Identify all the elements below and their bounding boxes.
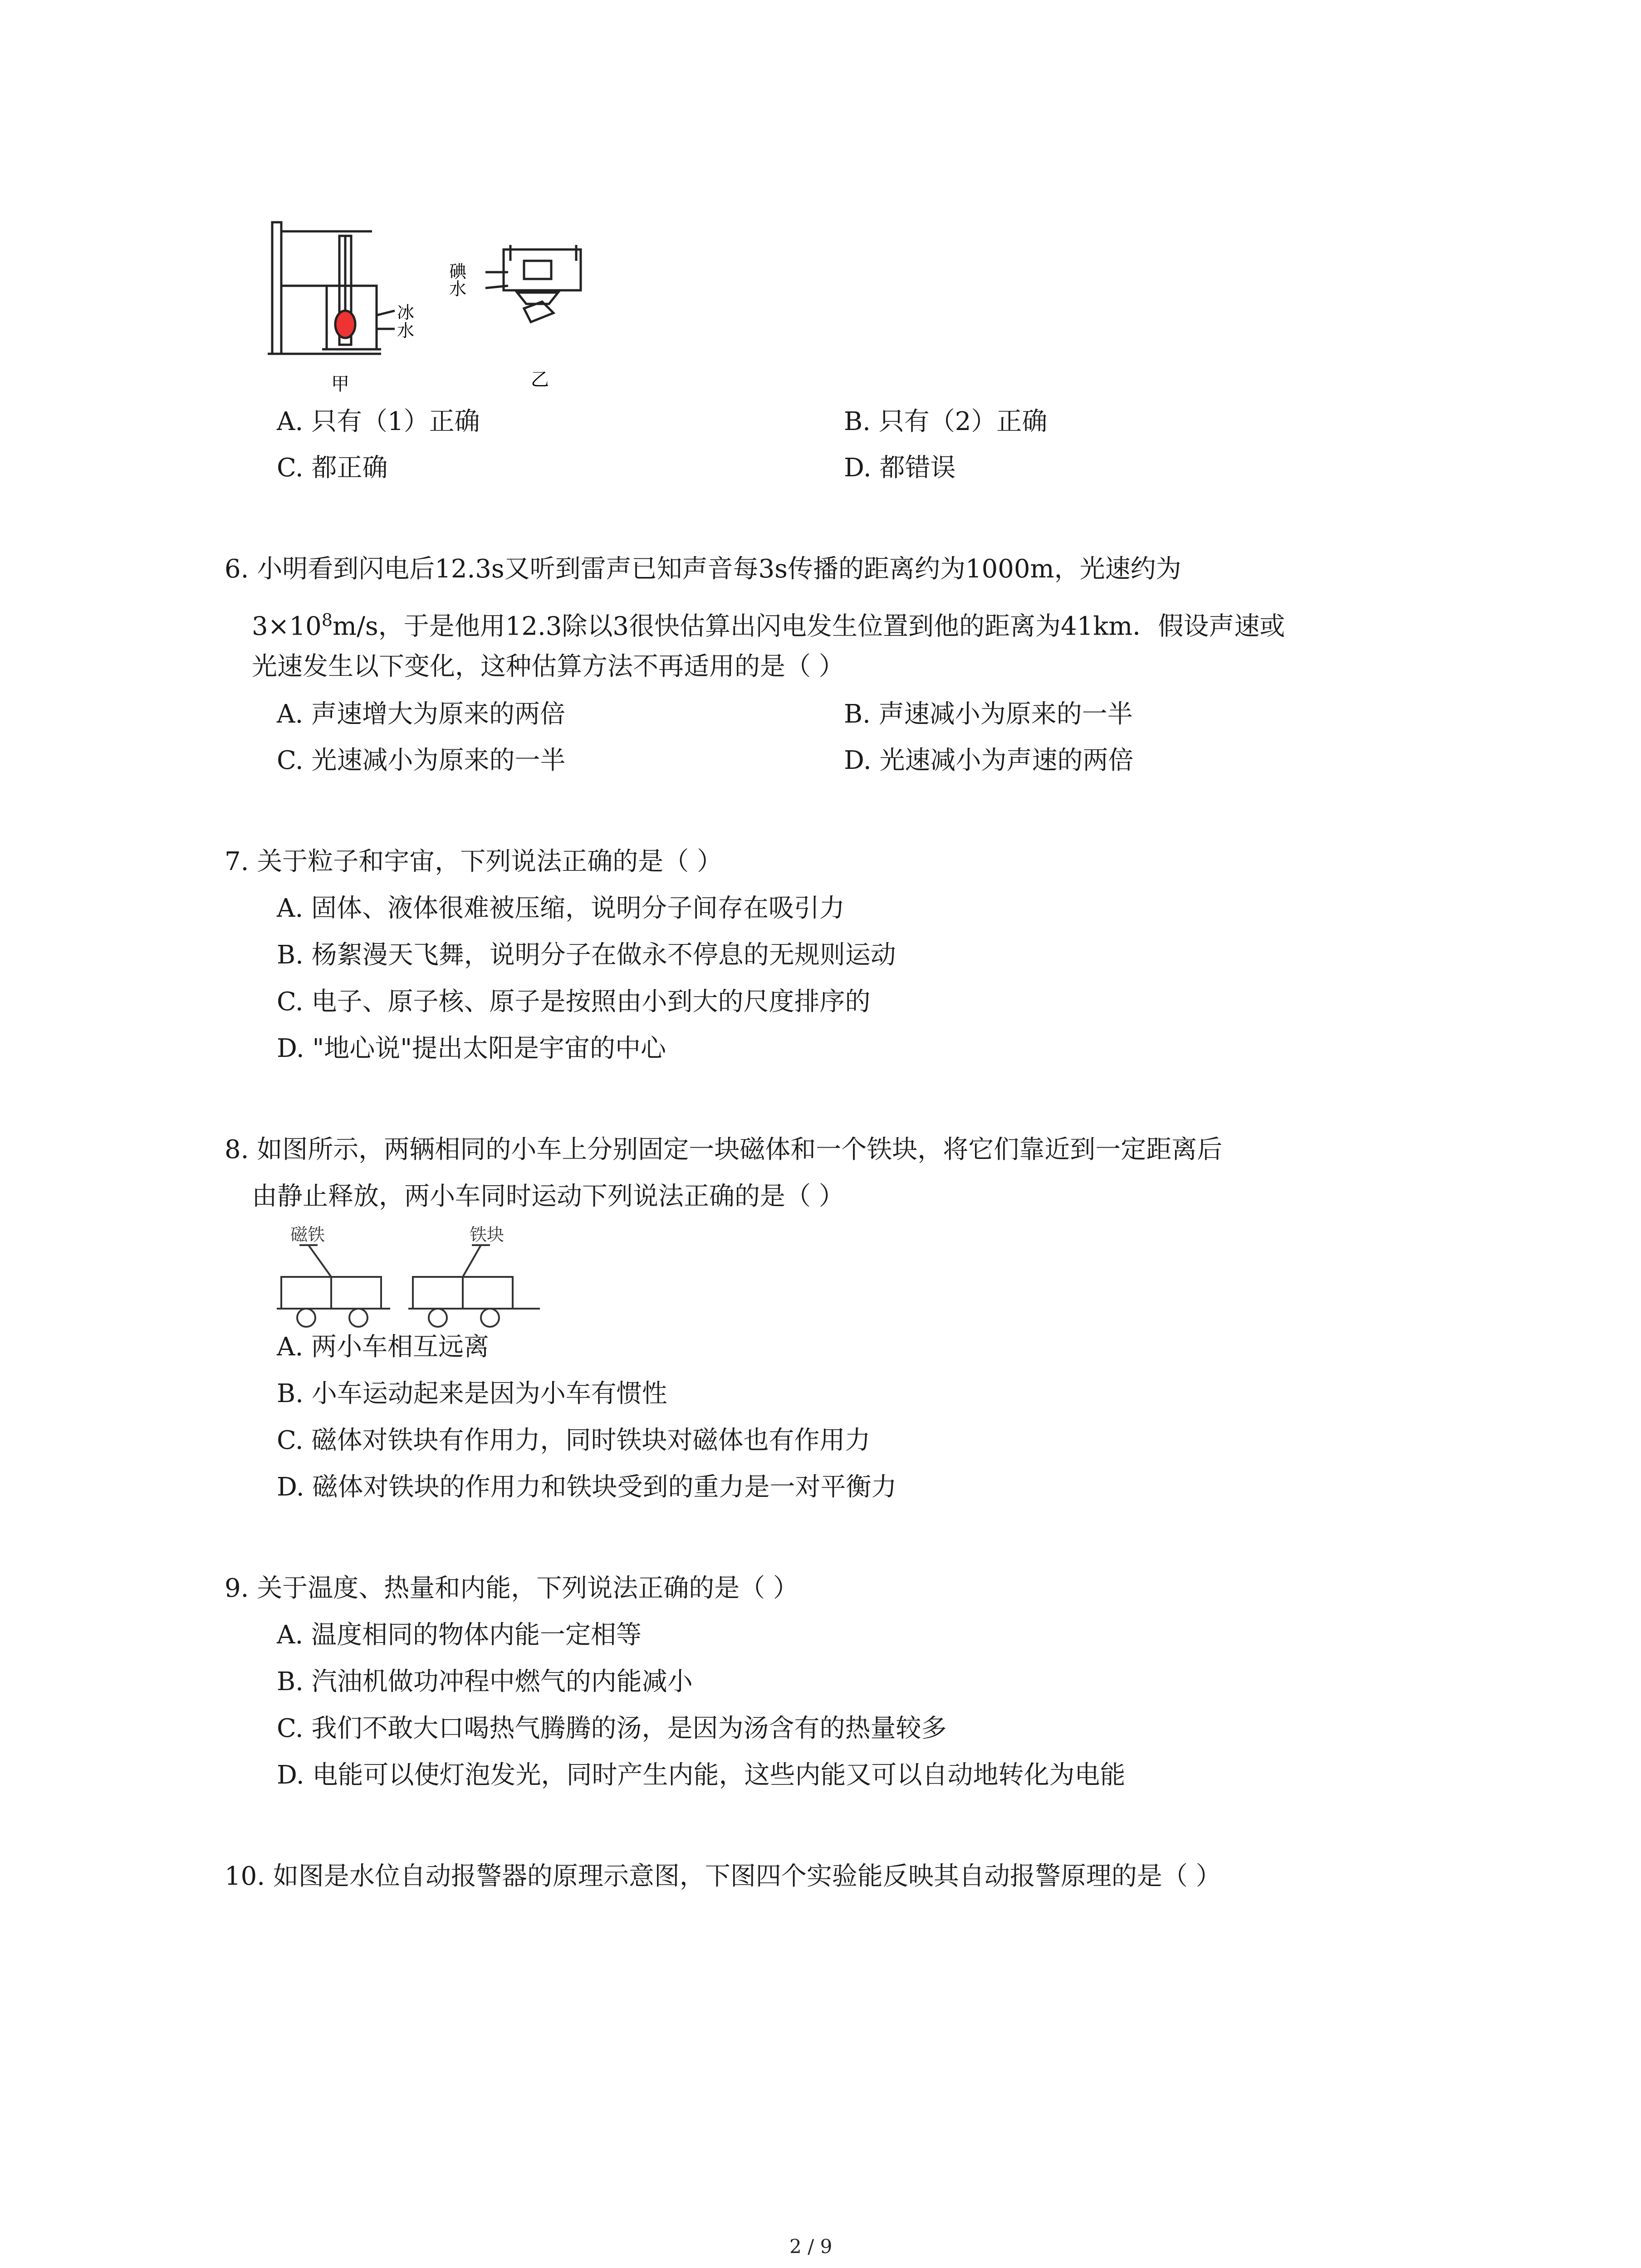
experiment-figure: [263, 218, 626, 399]
figure-jia-label: 甲: [331, 374, 349, 395]
q7-option-a: A. 固体、液体很难被压缩，说明分子间存在吸引力: [277, 894, 845, 923]
q7-stem: 7. 关于粒子和宇宙，下列说法正确的是（ ）: [225, 847, 723, 876]
iron-label: 铁块: [470, 1225, 505, 1245]
page-number: 2 / 9: [789, 2235, 833, 2258]
figure-yi-apparatus: [485, 245, 581, 322]
q9-option-b: B. 汽油机做功冲程中燃气的内能减小: [277, 1667, 693, 1696]
magnet-label: 磁铁: [290, 1225, 325, 1245]
q8-stem-line2: 由静止释放，两小车同时运动下列说法正确的是（ ）: [252, 1182, 844, 1211]
ice-label: 冰: [397, 303, 415, 323]
q8-option-b: B. 小车运动起来是因为小车有惯性: [277, 1379, 667, 1408]
q6-option-c: C. 光速减小为原来的一半: [277, 746, 566, 775]
q9-option-a: A. 温度相同的物体内能一定相等: [277, 1620, 642, 1650]
q7-option-c: C. 电子、原子核、原子是按照由小到大的尺度排序的: [277, 987, 871, 1017]
q6-stem-line3: 光速发生以下变化，这种估算方法不再适用的是（ ）: [252, 652, 844, 681]
q8-option-c: C. 磁体对铁块有作用力，同时铁块对磁体也有作用力: [277, 1426, 871, 1455]
q5-option-d: D. 都错误: [844, 453, 956, 483]
q9-option-d: D. 电能可以使灯泡发光，同时产生内能，这些内能又可以自动地转化为电能: [277, 1760, 1126, 1790]
q8-stem-line1: 8. 如图所示，两辆相同的小车上分别固定一块磁体和一个铁块，将它们靠近到一定距离后: [225, 1135, 1223, 1164]
q7-option-d: D. "地心说"提出太阳是宇宙的中心: [277, 1034, 666, 1063]
q6-stem-line2: [252, 602, 1285, 645]
water-label: 水: [397, 321, 415, 341]
q9-stem: 9. 关于温度、热量和内能，下列说法正确的是（ ）: [225, 1574, 799, 1603]
q6-option-d: D. 光速减小为声速的两倍: [844, 746, 1134, 775]
q6-line2-sup: 8: [321, 610, 333, 630]
figure-jia-stand: [268, 222, 395, 354]
water2-label: 水: [449, 279, 467, 299]
q10-stem: 10. 如图是水位自动报警器的原理示意图，下图四个实验能反映其自动报警原理的是（ ）: [225, 1862, 1221, 1891]
carts-figure: [263, 1227, 554, 1331]
q5-option-c: C. 都正确: [277, 453, 388, 483]
q5-option-a: A. 只有（1）正确: [277, 407, 480, 436]
q8-option-a: A. 两小车相互远离: [277, 1332, 490, 1362]
q6-line2-post: m/s，于是他用12.3除以3很快估算出闪电发生位置到他的距离为41km．假设声速或: [333, 611, 1285, 641]
q6-option-a: A. 声速增大为原来的两倍: [277, 699, 566, 729]
figure-yi-label: 乙: [531, 369, 549, 390]
q5-option-b: B. 只有（2）正确: [844, 407, 1048, 436]
q6-stem-line1: 6. 小明看到闪电后12.3s又听到雷声已知声音每3s传播的距离约为1000m，光速约为: [225, 554, 1181, 584]
q8-option-d: D. 磁体对铁块的作用力和铁块受到的重力是一对平衡力: [277, 1472, 897, 1502]
iodine-label: 碘: [449, 262, 467, 282]
q9-option-c: C. 我们不敢大口喝热气腾腾的汤，是因为汤含有的热量较多: [277, 1714, 947, 1743]
q7-option-b: B. 杨絮漫天飞舞，说明分子在做永不停息的无规则运动: [277, 940, 896, 970]
q6-line2-pre: 3×10: [252, 611, 322, 641]
q6-option-b: B. 声速减小为原来的一半: [844, 699, 1133, 729]
